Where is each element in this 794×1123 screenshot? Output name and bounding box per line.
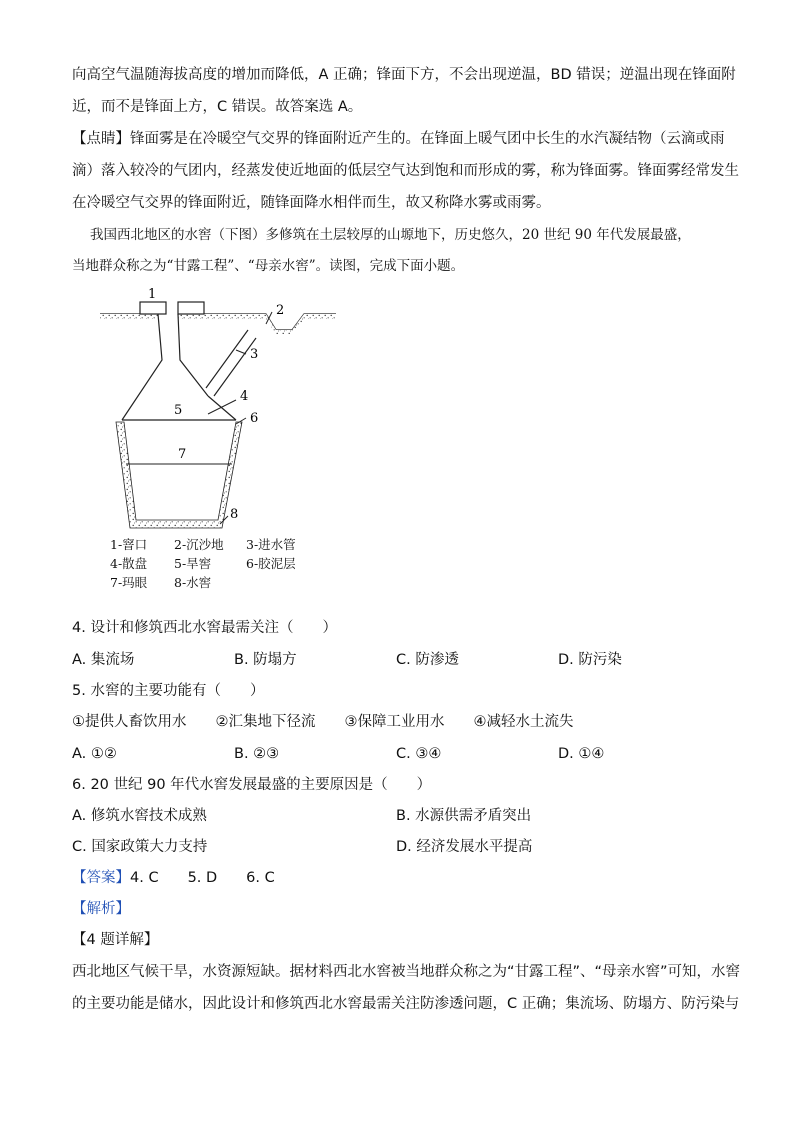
intro-line: 当地群众称之为“甘露工程”、“母亲水窖”。读图，完成下面小题。 [72,258,465,274]
question-5-items: ①提供人畜饮用水 ②汇集地下径流 ③保障工业用水 ④减轻水土流失 [72,714,574,730]
paragraph-line: 向高空气温随海拔高度的增加而降低，A 正确；锋面下方，不会出现逆温，BD 错误；逆温出现在锋面附 [72,67,736,83]
answer-line [72,868,722,888]
tip-text: 锋面雾是在冷暖空气交界的锋面附近产生的。在锋面上暖气团中长生的水汽凝结物（云滴或雨 [130,131,725,147]
label-7: 7 [178,447,187,462]
q5-option-b: B. ②③ [234,746,280,762]
q4-option-a: A. 集流场 [72,652,135,668]
paragraph-line: 在冷暖空气交界的锋面附近，随锋面降水相伴而生，故又称降水雾或雨雾。 [72,195,551,211]
tip-paragraph [72,129,725,149]
detail-label: 【4 题详解】 [72,932,159,948]
q4-option-c: C. 防渗透 [396,652,459,668]
label-4: 4 [240,389,249,404]
q5-option-c: C. ③④ [396,746,442,762]
legend-item: 5-旱窖 [174,556,212,571]
q5-option-a: A. ①② [72,746,117,762]
analysis-label: 【解析】 [72,901,130,917]
label-3: 3 [250,347,259,362]
answer-label: 【答案】 [72,870,130,886]
question-4-stem: 4. 设计和修筑西北水窖最需关注（ ） [72,620,337,636]
legend-item: 3-进水管 [246,537,296,552]
q4-option-b: B. 防塌方 [234,652,297,668]
detail-line: 西北地区气候干旱，水资源短缺。据材料西北水窖被当地群众称之为“甘露工程”、“母亲水窖”可知，水窖 [72,964,741,980]
q5-option-d: D. ①④ [558,746,605,762]
legend-item: 4-散盘 [110,556,148,571]
question-5-stem: 5. 水窖的主要功能有（ ） [72,683,265,699]
question-6-stem: 6. 20 世纪 90 年代水窖发展最盛的主要原因是（ ） [72,777,432,793]
label-1: 1 [148,287,157,302]
paragraph-line: 滴）落入较冷的气团内，经蒸发使近地面的低层空气达到饱和而形成的雾，称为锋面雾。锋面雾经常发生 [72,163,739,179]
paragraph-line: 近，而不是锋面上方，C 错误。故答案选 A。 [72,99,363,115]
q6-option-d: D. 经济发展水平提高 [396,839,533,855]
q6-option-a: A. 修筑水窖技术成熟 [72,808,207,824]
legend-item: 2-沉沙地 [174,537,224,552]
legend-item: 1-窨口 [110,537,148,552]
legend-item: 7-玛眼 [110,575,148,590]
q6-option-b: B. 水源供需矛盾突出 [396,808,532,824]
tip-label: 【点睛】 [72,131,130,147]
legend-item: 6-胶泥层 [246,556,296,571]
detail-line: 的主要功能是储水，因此设计和修筑西北水窖最需关注防渗透问题，C 正确；集流场、防塌方、防污染与 [72,996,740,1012]
label-5: 5 [174,403,183,418]
label-2: 2 [276,303,285,318]
q4-option-d: D. 防污染 [558,652,622,668]
intro-line: 我国西北地区的水窖（下图）多修筑在土层较厚的山塬地下，历史悠久，20 世纪 90 年代发展最盛， [90,227,691,243]
answer-text: 4. C 5. D 6. C [130,870,275,886]
label-8: 8 [230,507,239,522]
legend-item: 8-水窖 [174,575,212,590]
q6-option-c: C. 国家政策大力支持 [72,839,208,855]
label-6: 6 [250,411,259,426]
